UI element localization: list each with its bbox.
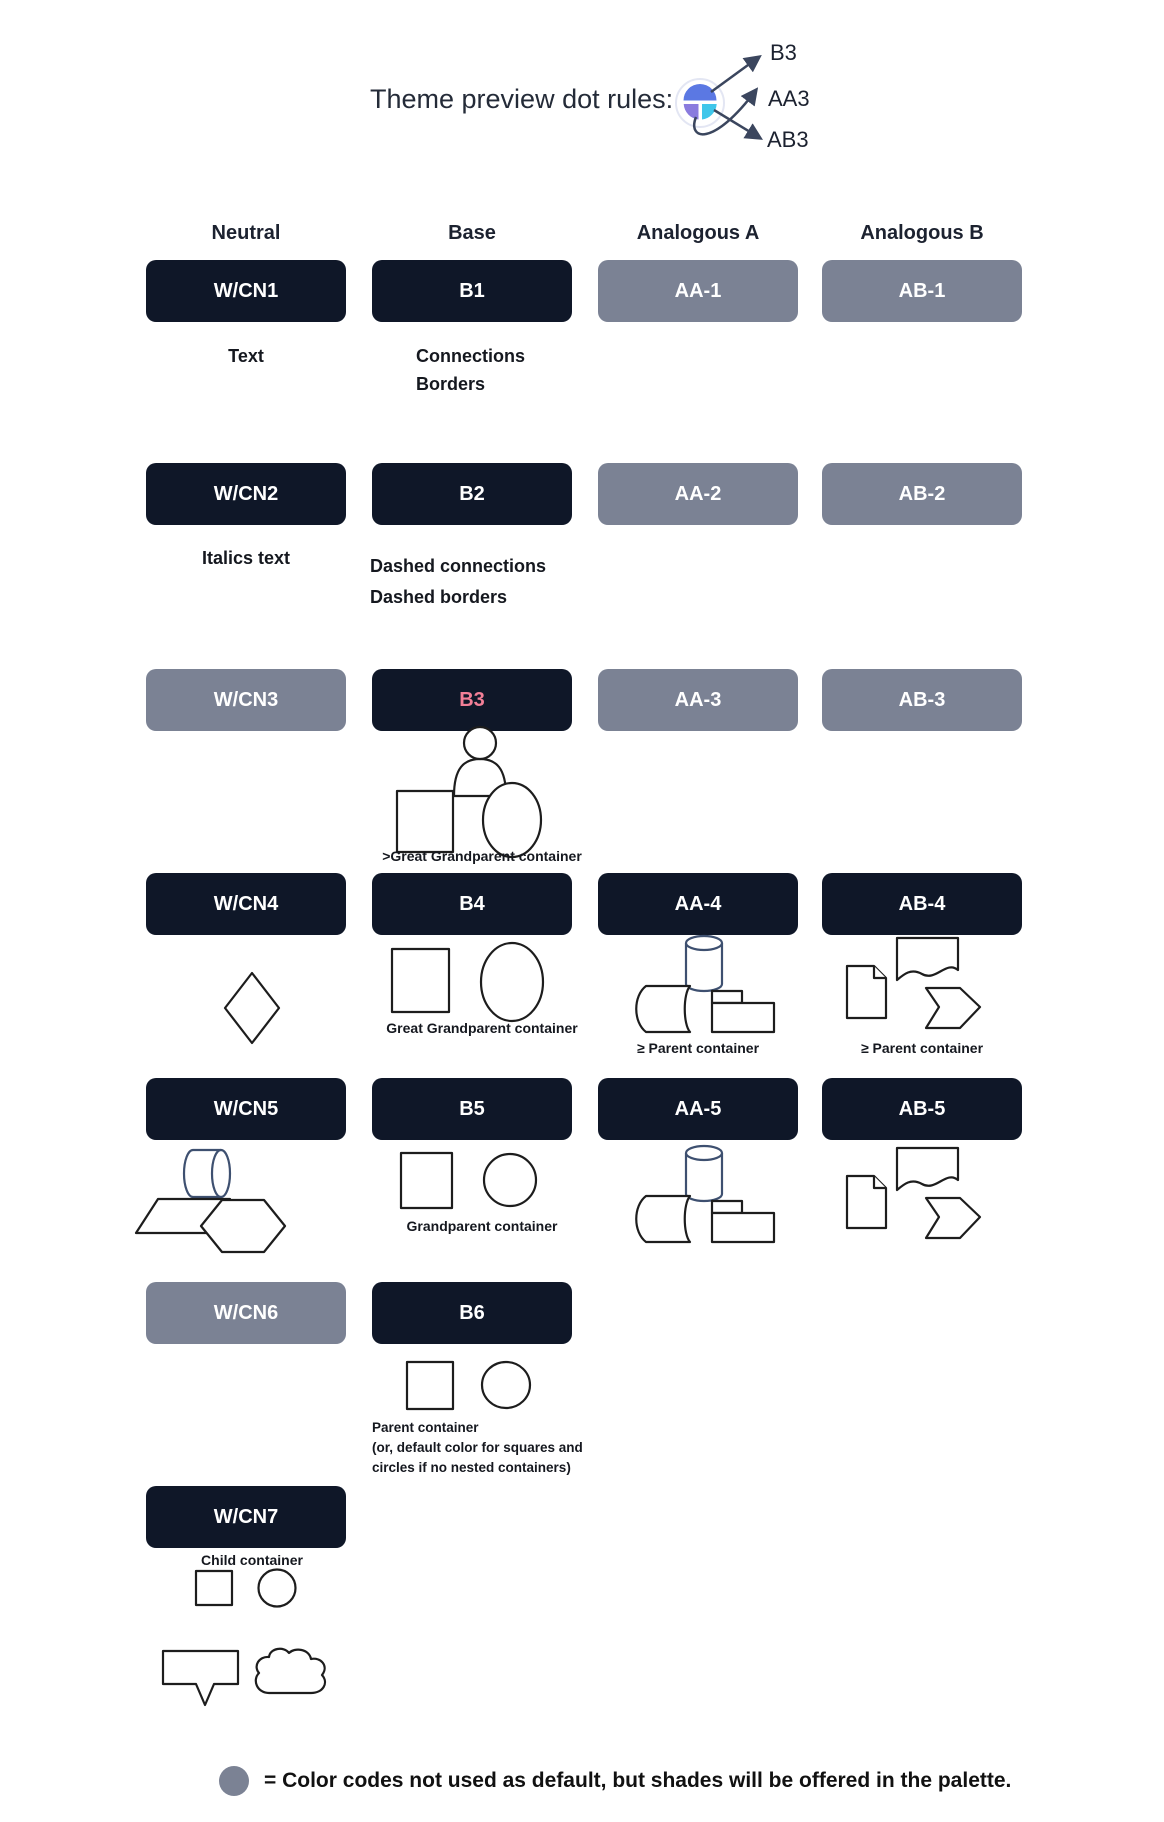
square-shape: [400, 1152, 454, 1210]
pill-wcn1: W/CN1: [146, 260, 346, 322]
pill-wcn3: W/CN3: [146, 669, 346, 731]
stored-data-shape: [636, 986, 690, 1032]
circle-shape: [481, 1361, 533, 1411]
pill-b5: B5: [372, 1078, 572, 1140]
dot-target-label-b3: B3: [770, 40, 797, 65]
pill-wcn6: W/CN6: [146, 1282, 346, 1344]
analogous-b-shape-cluster: [838, 1144, 998, 1244]
analogous-b-shape-cluster: [838, 934, 998, 1034]
neutral-shape-cluster: [130, 1146, 300, 1256]
caption-italics-text: Italics text: [201, 548, 291, 568]
circle-shape: [257, 1568, 297, 1608]
caption-text: Text: [228, 346, 264, 366]
pill-wcn7: W/CN7: [146, 1486, 346, 1548]
speech-bubble-shape: [162, 1650, 242, 1708]
caption-borders: Borders: [416, 374, 486, 394]
caption-dashed-borders: Dashed borders: [370, 587, 508, 607]
pill-ab4: AB-4: [822, 873, 1022, 935]
pill-ab1: AB-1: [822, 260, 1022, 322]
cylinder-shape: [686, 936, 722, 991]
pill-aa3: AA-3: [598, 669, 798, 731]
document-shape: [847, 966, 886, 1018]
legend-text: = Color codes not used as default, but shades will be offered in the palette.: [264, 1769, 1012, 1792]
column-header-analogous-b: Analogous B: [860, 222, 984, 244]
diamond-shape: [224, 972, 280, 1044]
pill-ab5: AB-5: [822, 1078, 1022, 1140]
pill-wcn4: W/CN4: [146, 873, 346, 935]
ellipse-shape: [479, 941, 545, 1023]
pill-ab2: AB-2: [822, 463, 1022, 525]
analogous-a-shape-cluster: [630, 1144, 780, 1244]
stored-data-shape: [636, 1196, 690, 1242]
column-header-neutral: Neutral: [211, 222, 281, 244]
caption-parent-note-line1: (or, default color for squares and: [372, 1440, 583, 1455]
caption-great-grandparent: Great Grandparent container: [386, 1020, 578, 1036]
square-shape: [391, 948, 451, 1014]
folder-shape: [712, 1201, 774, 1242]
caption-parent-container-aa: ≥ Parent container: [636, 1040, 760, 1056]
pill-b2: B2: [372, 463, 572, 525]
horizontal-cylinder-shape: [184, 1150, 230, 1197]
square-shape: [406, 1361, 455, 1411]
caption-child-container: Child container: [201, 1552, 303, 1568]
pill-b6: B6: [372, 1282, 572, 1344]
caption-parent-container-ab: ≥ Parent container: [860, 1040, 984, 1056]
pill-b4: B4: [372, 873, 572, 935]
chevron-shape: [926, 988, 980, 1028]
pill-aa1: AA-1: [598, 260, 798, 322]
analogous-a-shape-cluster: [630, 934, 780, 1034]
page-title: Theme preview dot rules:: [370, 84, 674, 114]
person-head: [464, 727, 496, 759]
pill-b3: B3: [372, 669, 572, 731]
pill-aa5: AA-5: [598, 1078, 798, 1140]
square-shape: [396, 790, 455, 854]
folder-shape: [712, 991, 774, 1032]
pill-ab3: AB-3: [822, 669, 1022, 731]
pill-aa2: AA-2: [598, 463, 798, 525]
pill-wcn2: W/CN2: [146, 463, 346, 525]
arrow-to-b3: [711, 57, 759, 92]
caption-great-grandparent-arrow: >Great Grandparent container: [382, 848, 582, 864]
cloud-shape: [251, 1643, 333, 1697]
dot-arrows: [640, 30, 870, 155]
caption-grandparent: Grandparent container: [406, 1218, 558, 1234]
chevron-shape: [926, 1198, 980, 1238]
arrow-to-aa3: [694, 90, 756, 134]
column-header-analogous-a: Analogous A: [636, 222, 760, 244]
caption-connections: Connections: [416, 346, 526, 366]
wavy-document-shape: [897, 938, 958, 980]
dot-target-label-ab3: AB3: [767, 127, 809, 152]
pill-b1: B1: [372, 260, 572, 322]
caption-parent-container: Parent container: [372, 1420, 479, 1435]
cylinder-shape: [686, 1146, 722, 1201]
pill-wcn5: W/CN5: [146, 1078, 346, 1140]
wavy-document-shape: [897, 1148, 958, 1190]
legend-gray-dot-icon: [219, 1766, 249, 1796]
pill-aa4: AA-4: [598, 873, 798, 935]
column-header-base: Base: [448, 222, 496, 244]
dot-target-label-aa3: AA3: [768, 86, 810, 111]
circle-shape: [483, 1153, 539, 1209]
caption-dashed-connections: Dashed connections: [370, 556, 547, 576]
square-shape: [195, 1570, 234, 1607]
caption-parent-note-line2: circles if no nested containers): [372, 1460, 571, 1475]
document-shape: [847, 1176, 886, 1228]
